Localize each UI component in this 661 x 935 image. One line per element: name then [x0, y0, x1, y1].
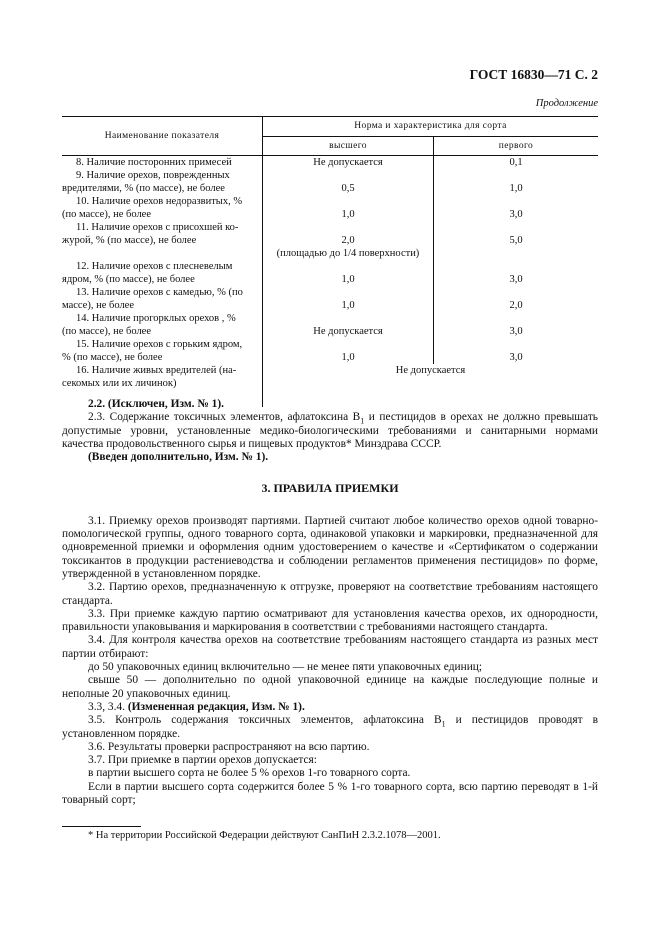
row-name-line: ядром, % (по массе), не более [62, 274, 195, 285]
row-name-line: 8. Наличие посторонних примесей [76, 157, 232, 168]
table-row [62, 260, 598, 286]
table-row-last [62, 364, 598, 390]
row-value-highest [263, 338, 433, 351]
row-name-line: 10. Наличие орехов недоразвитых, % [76, 196, 243, 207]
row-value-both-grades: Не допускается [395, 365, 466, 376]
table-row [62, 312, 598, 338]
paragraph-3-7-a: в партии высшего сорта не более 5 % орехов 1-го товарного сорта. [88, 767, 411, 780]
row-name-line: массе), не более [62, 300, 135, 311]
table-row [62, 169, 598, 195]
paragraph-3-6: 3.6. Результаты проверки распространяют на всю партию. [88, 740, 370, 753]
row-value-first: 1,0 [509, 183, 523, 194]
requirements-table-container [62, 116, 598, 407]
row-value-first: 3,0 [509, 274, 523, 285]
continued-label: Продолжение [535, 98, 598, 109]
paragraph-3-1: 3.1. Приемку орехов производят партиями. Партией считают любое количество орехов одной товарно-помологической группы, одного товарного сорта, одинаковой упаковки и маркировки, предназначенной для одновременной приемки и оформления одним удостоверением о качестве и «Сертификатом о содержании токсикантов в продукции растениеводства и соблюдении регламентов применения пестицидов» по форме, утвержденной в установленном порядке. [62, 514, 598, 580]
footnote: * На территории Российской Федерации действуют СанПиН 2.3.2.1078—2001. [88, 830, 441, 841]
table-row [62, 195, 598, 221]
document-header: ГОСТ 16830—71 С. 2 [469, 67, 598, 82]
row-name-line: 9. Наличие орехов, поврежденных [76, 170, 230, 181]
paragraph-3-7: 3.7. При приемке в партии орехов допускается: [88, 754, 317, 767]
row-name-line: 14. Наличие прогорклых орехов , % [76, 313, 236, 324]
row-value-highest: 1,0 [341, 274, 355, 285]
row-value-highest [263, 260, 433, 273]
row-value-highest: 1,0 [341, 352, 355, 363]
row-value-highest: 1,0 [341, 209, 355, 220]
row-value-first [434, 247, 598, 260]
row-value-highest [263, 195, 433, 208]
paragraph-2-2: 2.2. (Исключен, Изм. № 1). [88, 398, 224, 410]
row-value-first: 5,0 [509, 235, 523, 246]
row-value-first [434, 338, 598, 351]
row-value-first: 3,0 [509, 352, 523, 363]
row-value-highest: 2,0 [341, 235, 355, 246]
paragraph-3-4: 3.4. Для контроля качества орехов на соответствие требованиям настоящего стандарта из разных мест партии отбирают: [62, 634, 598, 660]
row-value-first: 2,0 [509, 300, 523, 311]
row-name-line: 16. Наличие живых вредителей (на- [76, 365, 237, 376]
row-value-first: 3,0 [509, 209, 523, 220]
paragraph-amended: 3.3, 3.4. (Измененная редакция, Изм. № 1). [88, 700, 305, 713]
footnote-divider [62, 826, 141, 827]
header-norm-group: Норма и характеристика для сорта [263, 117, 599, 137]
paragraph-2-3: 2.3. Содержание токсичных элементов, афлатоксина $B_1$ и пестицидов в орехах не должно превышать допустимые уровни, установленные медико-биологическими требованиями и санитарными нормами качества продовольственного сырья и пищевых продуктов* Минздрава СССР. [62, 411, 598, 450]
paragraph-3-3: 3.3. При приемке каждую партию осматривают для установления качества орехов, их однородности, правильности упаковывания и маркирования в соответствии с требованиями настоящего стандарта. [62, 607, 598, 634]
row-name-line: 11. Наличие орехов с присохшей ко- [76, 222, 239, 233]
row-value-highest: 0,5 [341, 183, 355, 194]
paragraph-3-5: 3.5. Контроль содержания токсичных элементов, афлатоксина $B_1$ и пестицидов проводят в установленном порядке. [62, 714, 598, 740]
requirements-table [62, 116, 598, 407]
header-grade-highest: высшего [263, 137, 434, 156]
row-value-first [434, 221, 598, 234]
table-row [62, 286, 598, 312]
paragraph-3-7-b: Если в партии высшего сорта содержится более 5 % 1-го товарного сорта, всю партию переводят в 1-й товарный сорт; [62, 780, 598, 807]
row-value-highest: Не допускается [313, 157, 383, 168]
row-value-first [434, 195, 598, 208]
row-name-line: 12. Наличие орехов с плесневелым [76, 261, 233, 272]
row-name-line: 13. Наличие орехов с камедью, % (по [76, 287, 243, 298]
paragraph-3-4-a: до 50 упаковочных единиц включительно — не менее пяти упаковочных единиц; [88, 661, 483, 674]
row-name-line: вредителями, % (по массе), не более [62, 183, 225, 194]
row-value-first [434, 286, 598, 299]
header-grade-first: первого [434, 137, 599, 156]
row-value-first [434, 312, 598, 325]
table-row [62, 338, 598, 364]
body-text [62, 398, 598, 807]
row-value-first: 0,1 [509, 157, 523, 168]
row-value-first [434, 169, 598, 182]
row-value-highest [263, 169, 433, 182]
table-body [62, 156, 598, 408]
row-value-first [434, 260, 598, 273]
row-name-line: (по массе), не более [62, 326, 151, 337]
table-row [62, 156, 598, 170]
table-row [62, 221, 598, 260]
section-title: 3. ПРАВИЛА ПРИЕМКИ [261, 481, 399, 496]
row-name-line: секомых или их личинок) [62, 378, 177, 389]
row-value-highest [263, 312, 433, 325]
row-name-line: 15. Наличие орехов с горьким ядром, [76, 339, 243, 350]
header-indicator-name: Наименование показателя [62, 117, 263, 156]
paragraph-3-2: 3.2. Партию орехов, предназначенную к отгрузке, проверяют на соответствие требованиям настоящего стандарта. [62, 581, 598, 607]
row-value-highest: Не допускается [313, 326, 383, 337]
row-value-first: 3,0 [509, 326, 523, 337]
row-value-highest [263, 221, 433, 234]
row-name-line: % (по массе), не более [62, 352, 163, 363]
row-value-highest: (площадью до 1/4 поверхности) [276, 248, 420, 259]
row-name-line: (по массе), не более [62, 209, 151, 220]
row-value-highest: 1,0 [341, 300, 355, 311]
row-value-highest [263, 286, 433, 299]
paragraph-introduced: (Введен дополнительно, Изм. № 1). [88, 451, 269, 464]
row-name-line: журой, % (по массе), не более [62, 235, 197, 246]
paragraph-3-4-b: свыше 50 — дополнительно по одной упаковочной единице на каждые последующие полные и неполные 20 упаковочных единиц. [62, 674, 598, 700]
